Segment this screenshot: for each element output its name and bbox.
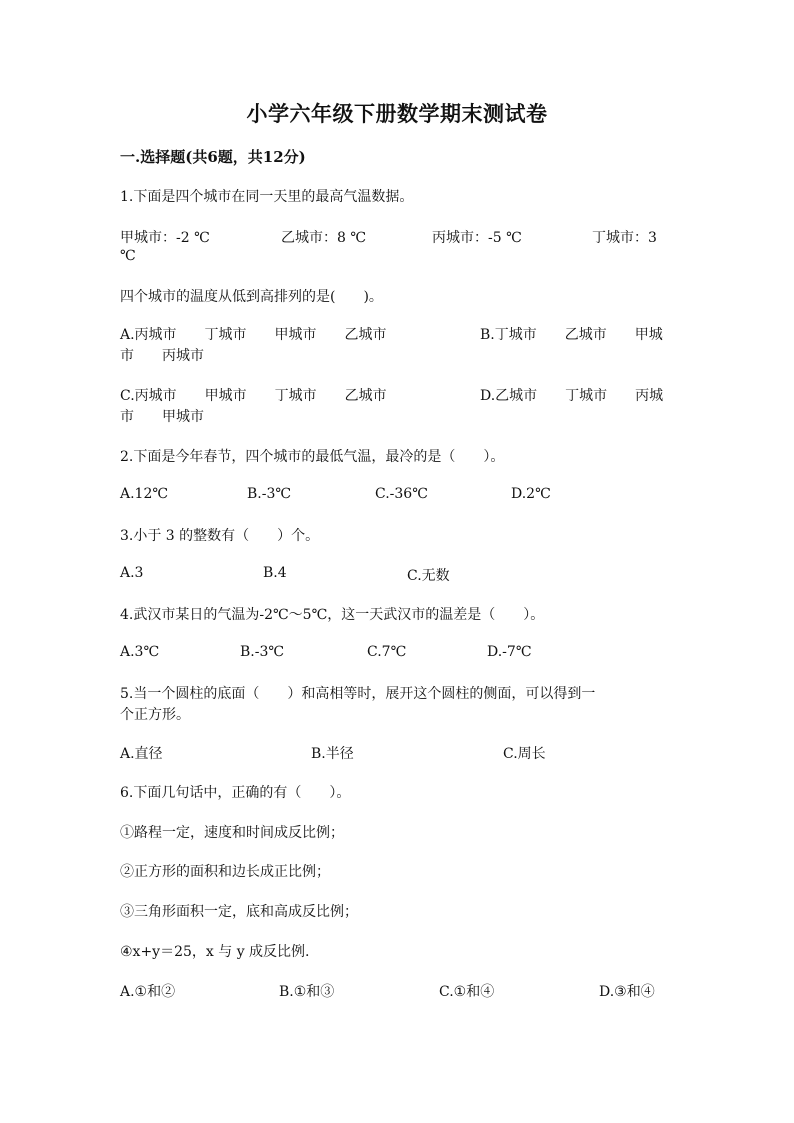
q2-option-b[interactable]: B.-3℃ (247, 486, 292, 502)
q1-city-ding-unit: ℃ (120, 248, 136, 264)
q6-statement-2: ②正方形的面积和边长成正比例； (120, 864, 330, 880)
q1-option-a[interactable] (120, 325, 387, 367)
q1-option-c-line1: C.丙城市 甲城市 丁城市 乙城市 (120, 388, 387, 404)
q1-option-b[interactable] (480, 325, 663, 346)
q1-option-d-line1: D.乙城市 丁城市 丙城 (480, 388, 664, 404)
q6-option-c[interactable]: C.①和④ (439, 984, 495, 1000)
q5-option-a[interactable]: A.直径 (120, 746, 163, 762)
q2-option-c[interactable]: C.-36℃ (375, 486, 428, 502)
q1-option-d[interactable] (480, 386, 663, 407)
q1-city-ding: 丁城市：3 (592, 230, 657, 246)
q1-ask: 四个城市的温度从低到高排列的是( )。 (120, 289, 383, 305)
q1-stem: 1.下面是四个城市在同一天里的最高气温数据。 (120, 189, 414, 205)
q6-option-b[interactable]: B.①和③ (279, 984, 335, 1000)
q1-option-a-line1: A.丙城市 丁城市 甲城市 乙城市 (120, 327, 387, 343)
q1-city-jia: 甲城市：-2 ℃ (120, 230, 210, 246)
q1-option-c-line2: 市 甲城市 (120, 409, 204, 425)
q2-option-a[interactable]: A.12℃ (120, 486, 169, 502)
q6-statement-4: ④x+y＝25，x 与 y 成反比例. (120, 944, 310, 960)
q6-option-d[interactable]: D.③和④ (599, 984, 655, 1000)
q4-option-c[interactable]: C.7℃ (367, 644, 407, 660)
q6-option-a[interactable]: A.①和② (120, 984, 176, 1000)
q4-option-a[interactable]: A.3℃ (120, 644, 160, 660)
q4-stem: 4.武汉市某日的气温为-2℃～5℃，这一天武汉市的温差是（ ）。 (120, 607, 545, 623)
q5-stem-line2: 个正方形。 (120, 707, 190, 723)
section-heading: 一.选择题(共6题，共12分) (120, 148, 306, 166)
q6-statement-1: ①路程一定，速度和时间成反比例； (120, 825, 344, 841)
q1-option-b-line1: B.丁城市 乙城市 甲城 (480, 327, 663, 343)
q3-option-a[interactable]: A.3 (120, 565, 144, 581)
q4-option-d[interactable]: D.-7℃ (487, 644, 532, 660)
q4-option-b[interactable]: B.-3℃ (240, 644, 285, 660)
q5-option-b[interactable]: B.半径 (311, 746, 354, 762)
q1-city-yi: 乙城市：8 ℃ (281, 230, 367, 246)
q6-statement-3: ③三角形面积一定，底和高成反比例； (120, 904, 358, 920)
q2-option-d[interactable]: D.2℃ (511, 486, 551, 502)
q3-option-c[interactable]: C.无数 (407, 568, 450, 584)
q1-option-a-line2: 市 丙城市 (120, 348, 204, 364)
q3-stem: 3.小于 3 的整数有（ ）个。 (120, 528, 320, 544)
q1-city-bing: 丙城市：-5 ℃ (432, 230, 522, 246)
q5-stem-line1: 5.当一个圆柱的底面（ ）和高相等时，展开这个圆柱的侧面，可以得到一 (120, 686, 596, 702)
q5-option-c[interactable]: C.周长 (503, 746, 546, 762)
q6-stem: 6.下面几句话中，正确的有（ ）。 (120, 785, 351, 801)
q3-option-b[interactable]: B.4 (263, 565, 287, 581)
q1-option-c[interactable] (120, 386, 387, 428)
q2-stem: 2.下面是今年春节，四个城市的最低气温，最冷的是（ ）。 (120, 449, 505, 465)
paper-title: 小学六年级下册数学期末测试卷 (246, 101, 548, 126)
